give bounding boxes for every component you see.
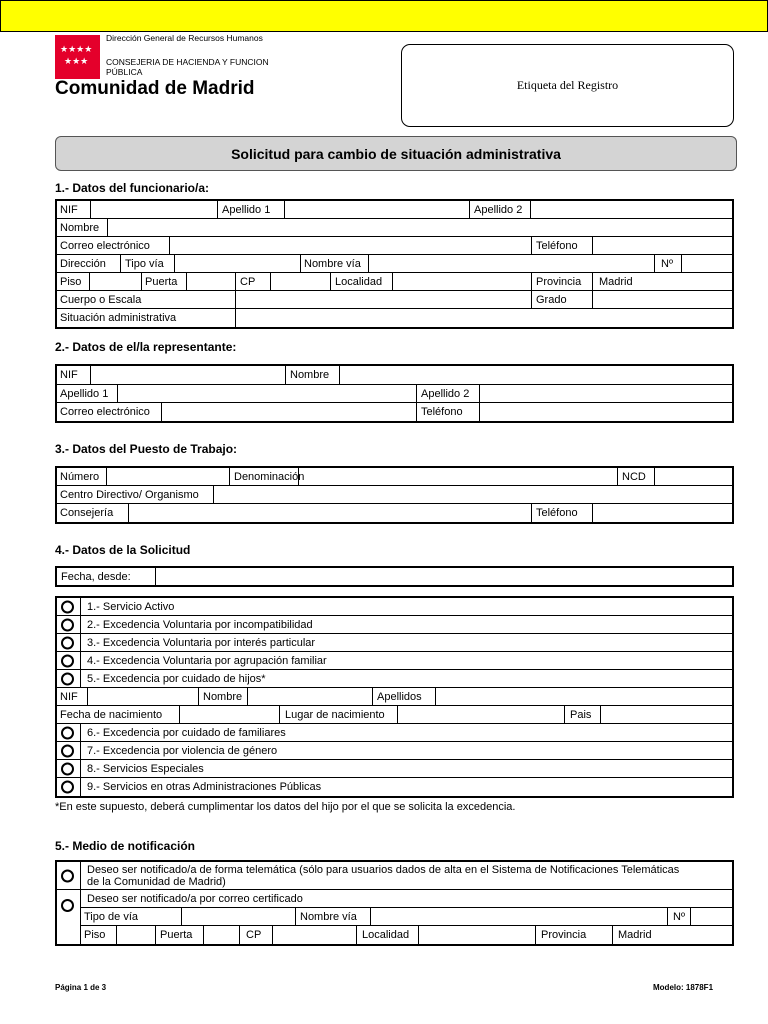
form-title-bar [55, 136, 737, 171]
notif-row-postal[interactable] [80, 890, 732, 908]
child-fecha-label: Fecha de nacimiento [60, 708, 163, 721]
child-data-note: *En este supuesto, deberá cumplimentar los datos del hijo por el que se solicita la excedencia. [55, 801, 516, 813]
notif-postal-label: Deseo ser notificado/a por correo certificado [87, 892, 303, 905]
section2-heading: 2.- Datos de el/la representante: [55, 340, 237, 354]
comunidad-madrid-logo [55, 35, 100, 79]
s1-situacion-label: Situación administrativa [60, 312, 177, 324]
postal-numero-label: Nº [673, 910, 685, 923]
child-row-nacimiento [57, 706, 732, 724]
option-3-label: 3.- Excedencia Voluntaria por interés particular [87, 636, 316, 649]
s1-direccion-label: Dirección [60, 257, 106, 270]
s2-nif-label: NIF [60, 369, 78, 381]
section5-grid [55, 860, 734, 946]
postal-row-detalle [80, 926, 732, 944]
option-4-label: 4.- Excedencia Voluntaria por agrupación familiar [87, 654, 327, 667]
option-9-radio[interactable] [61, 781, 74, 794]
option-5-label: 5.- Excedencia por cuidado de hijos* [87, 672, 266, 685]
logo-stars-top: ★★★★ [60, 44, 93, 54]
postal-provincia-value[interactable]: Madrid [618, 929, 652, 941]
section5-heading: 5.- Medio de notificación [55, 839, 196, 853]
section3-grid [55, 466, 734, 524]
option-2-label: 2.- Excedencia Voluntaria por incompatibilidad [87, 618, 313, 631]
s1-cuerpo-label: Cuerpo o Escala [60, 293, 142, 306]
child-row-nif [57, 688, 732, 706]
s1-telefono-label: Teléfono [536, 239, 578, 252]
s1-numero-label: Nº [661, 257, 673, 270]
s1-grado-label: Grado [536, 293, 567, 306]
option-1-radio[interactable] [61, 600, 74, 613]
form-title: Solicitud para cambio de situación administrativa [231, 145, 561, 162]
brand-name: Comunidad de Madrid [55, 78, 255, 99]
s2-apellido2-label: Apellido 2 [421, 387, 470, 400]
option-row-8[interactable] [57, 760, 732, 778]
notif-telematica-line2: de la Comunidad de Madrid) [87, 876, 226, 888]
s1-row-correo [57, 237, 732, 255]
s3-consejeria-label: Consejería [60, 507, 114, 519]
ministry-line1: CONSEJERIA DE HACIENDA Y FUNCION [106, 57, 269, 67]
s3-row-numero [57, 468, 732, 486]
option-6-radio[interactable] [61, 726, 74, 739]
s2-correo-label: Correo electrónico [60, 406, 150, 418]
option-9-label: 9.- Servicios en otras Administraciones Públicas [87, 781, 322, 793]
option-row-3[interactable] [57, 634, 732, 652]
option-8-radio[interactable] [61, 762, 74, 775]
option-4-radio[interactable] [61, 654, 74, 667]
registry-label-box [401, 44, 734, 127]
s1-nif-label: NIF [60, 203, 78, 216]
logo-stars-bottom: ★★★ [64, 56, 89, 66]
postal-puerta-label: Puerta [160, 929, 193, 941]
ministry-line2: PÚBLICA [106, 67, 143, 77]
notif-telematica-radio[interactable] [61, 869, 74, 882]
s3-telefono-label: Teléfono [536, 507, 578, 519]
option-7-radio[interactable] [61, 744, 74, 757]
s3-row-consejeria [57, 504, 732, 522]
option-5-radio[interactable] [61, 672, 74, 685]
s1-nombrevia-label: Nombre vía [304, 257, 361, 270]
section3-heading: 3.- Datos del Puesto de Trabajo: [55, 442, 238, 456]
s1-cp-label: CP [240, 275, 256, 288]
s1-correo-label: Correo electrónico [60, 239, 150, 252]
s1-provincia-value[interactable]: Madrid [599, 275, 633, 288]
section2-grid [55, 364, 734, 423]
notif-postal-radio[interactable] [61, 899, 74, 912]
s1-apellido2-label: Apellido 2 [474, 203, 523, 216]
department-name: Dirección General de Recursos Humanos [106, 33, 263, 43]
s1-nombre-label: Nombre [60, 221, 100, 234]
registry-label: Etiqueta del Registro [516, 78, 619, 92]
postal-tipovia-label: Tipo de vía [84, 910, 139, 923]
postal-nombrevia-label: Nombre vía [300, 910, 357, 923]
s1-row-situacion [57, 309, 732, 327]
s2-telefono-label: Teléfono [421, 406, 463, 418]
s2-row-apellidos [57, 385, 732, 403]
option-row-6[interactable] [57, 724, 732, 742]
s1-row-piso [57, 273, 732, 291]
s2-nombre-label: Nombre [290, 369, 330, 381]
s1-apellido1-label: Apellido 1 [222, 203, 271, 216]
s1-row-cuerpo [57, 291, 732, 309]
option-6-label: 6.- Excedencia por cuidado de familiares [87, 726, 286, 739]
postal-piso-label: Piso [84, 929, 106, 941]
s3-numero-label: Número [60, 470, 100, 483]
s1-row-direccion [57, 255, 732, 273]
notif-block-postal [57, 890, 732, 944]
child-pais-label: Pais [570, 708, 592, 721]
postal-row-via [80, 908, 732, 926]
s3-centro-label: Centro Directivo/ Organismo [60, 488, 199, 501]
s3-row-centro [57, 486, 732, 504]
notif-telematica-line1: Deseo ser notificado/a de forma telemática (sólo para usuarios dados de alta en el Sistema de Notificaciones Telemáticas [87, 864, 680, 876]
child-lugar-label: Lugar de nacimiento [285, 708, 385, 721]
section4-heading: 4.- Datos de la Solicitud [55, 543, 191, 557]
section1-grid [55, 199, 734, 329]
page-number: Página 1 de 3 [55, 983, 107, 992]
s4-fecha-grid [55, 566, 734, 587]
s2-row-nif [57, 366, 732, 385]
s3-denominacion-label: Denominación [234, 470, 305, 483]
s2-apellido1-label: Apellido 1 [60, 387, 109, 400]
s4-fecha-label: Fecha, desde: [61, 570, 131, 583]
child-apellidos-label: Apellidos [377, 690, 422, 703]
s1-localidad-label: Localidad [335, 275, 383, 288]
s4-options-grid [55, 596, 734, 798]
postal-localidad-label: Localidad [362, 929, 410, 941]
option-1-label: 1.- Servicio Activo [87, 600, 175, 613]
notif-row-telematica[interactable] [57, 862, 732, 890]
option-row-1[interactable] [57, 598, 732, 616]
option-7-label: 7.- Excedencia por violencia de género [87, 744, 278, 757]
section1-heading: 1.- Datos del funcionario/a: [55, 181, 210, 195]
option-2-radio[interactable] [61, 618, 74, 631]
child-nif-label: NIF [60, 690, 78, 703]
child-nombre-label: Nombre [203, 690, 243, 703]
option-row-4[interactable] [57, 652, 732, 670]
option-row-7[interactable] [57, 742, 732, 760]
option-row-2[interactable] [57, 616, 732, 634]
option-8-label: 8.- Servicios Especiales [87, 762, 204, 775]
s1-piso-label: Piso [60, 275, 82, 288]
s2-row-correo [57, 403, 732, 421]
s1-row-nombre [57, 219, 732, 237]
s1-row-nif [57, 201, 732, 219]
option-3-radio[interactable] [61, 636, 74, 649]
option-row-9[interactable] [57, 778, 732, 796]
s1-tipovia-label: Tipo vía [125, 257, 164, 270]
model-number: Modelo: 1878F1 [653, 983, 714, 992]
top-yellow-band [0, 0, 768, 32]
postal-provincia-label: Provincia [541, 929, 587, 941]
option-row-5[interactable] [57, 670, 732, 688]
postal-cp-label: CP [246, 929, 262, 941]
s3-ncd-label: NCD [622, 470, 646, 483]
s1-provincia-label: Provincia [536, 275, 582, 288]
s1-puerta-label: Puerta [145, 275, 178, 288]
